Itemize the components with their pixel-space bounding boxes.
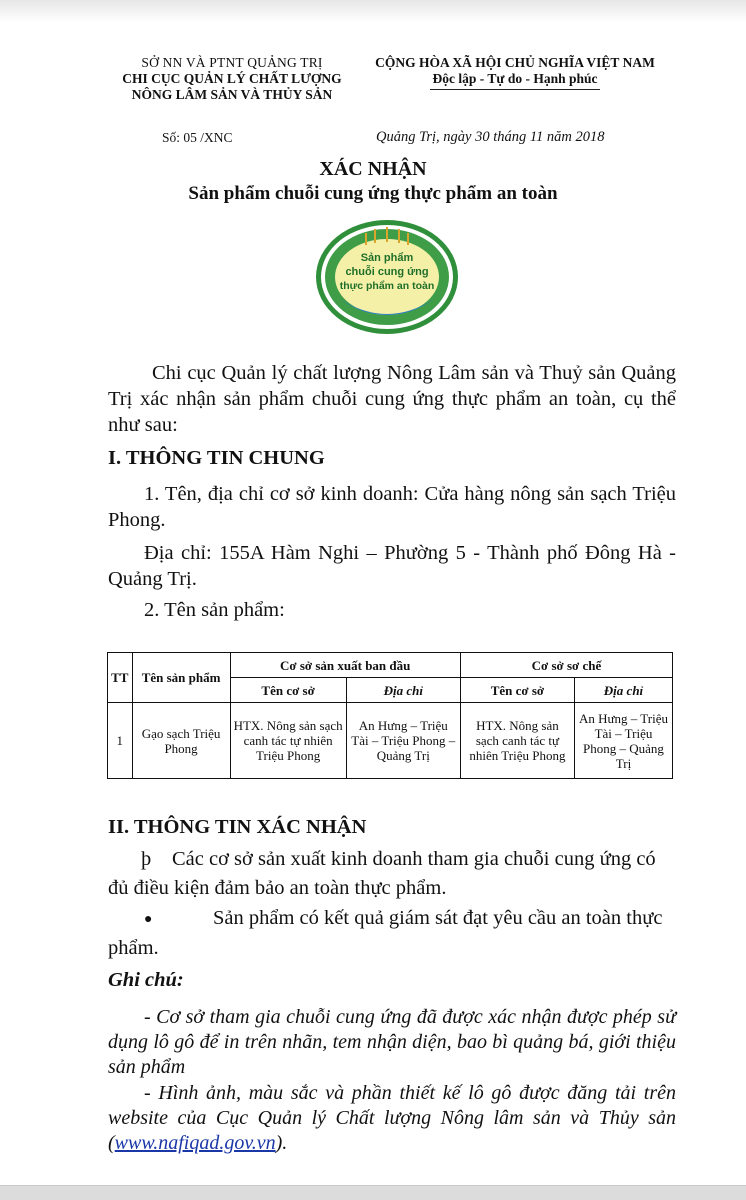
- confirmation-text-1: Các cơ sở sản xuất kinh doanh tham gia chuỗi cung ứng có đủ điều kiện đảm bảo an toàn thực phẩm.: [108, 848, 656, 899]
- logo-text-line-3: thực phẩm an toàn: [339, 280, 435, 292]
- cell-tt: 1: [108, 703, 133, 779]
- agency-line-2: CHI CỤC QUẢN LÝ CHẤT LƯỢNG: [122, 71, 342, 86]
- cell-primary-name: HTX. Nông sản sạch canh tác tự nhiên Triệu Phong: [230, 703, 346, 779]
- confirmation-item-1: [108, 845, 676, 903]
- intro-paragraph: Chi cục Quản lý chất lượng Nông Lâm sản và Thuỷ sản Quảng Trị xác nhận sản phẩm chuỗi cung ứng thực phẩm an toàn, cụ thể như sau:: [108, 362, 676, 436]
- product-name-label: 2. Tên sản phẩm:: [144, 599, 285, 621]
- nation-motto: Độc lập - Tự do - Hạnh phúc: [432, 71, 598, 86]
- document-subtitle: Sản phẩm chuỗi cung ứng thực phẩm an toàn: [188, 183, 558, 204]
- agency-line-1: SỞ NN VÀ PTNT QUẢNG TRỊ: [141, 55, 323, 70]
- note-2-suffix: ).: [275, 1132, 288, 1154]
- nation-name: CỘNG HÒA XÃ HỘI CHỦ NGHĨA VIỆT NAM: [375, 55, 655, 70]
- col-header-processing-address: Địa chỉ: [574, 678, 672, 703]
- section-1-heading: I. THÔNG TIN CHUNG: [108, 447, 325, 469]
- motto-underline: [430, 89, 600, 90]
- col-header-primary-facility: Cơ sở sản xuất ban đầu: [230, 653, 460, 678]
- confirmation-text-2: Sản phẩm có kết quả giám sát đạt yêu cầu an toàn thực phẩm.: [108, 907, 663, 959]
- business-address: Địa chỉ: 155A Hàm Nghi – Phường 5 - Thành phố Đông Hà - Quảng Trị.: [108, 542, 676, 590]
- issuing-agency-block: [104, 55, 360, 103]
- page-top-shadow: [0, 0, 746, 22]
- bullet-dot-icon: ●: [144, 911, 153, 927]
- col-header-processing-facility: Cơ sở sơ chế: [460, 653, 672, 678]
- national-motto-block: [356, 55, 674, 90]
- confirmation-item-2: [108, 904, 676, 963]
- business-name: 1. Tên, địa chỉ cơ sở kinh doanh: Cửa hàng nông sản sạch Triệu Phong.: [108, 483, 676, 531]
- cell-product: Gạo sạch Triệu Phong: [132, 703, 230, 779]
- col-header-processing-name: Tên cơ sở: [460, 678, 574, 703]
- page-bottom-edge: [0, 1185, 746, 1200]
- safe-food-chain-logo: [312, 217, 462, 337]
- col-header-primary-name: Tên cơ sở: [230, 678, 346, 703]
- cell-processing-address: An Hưng – Triệu Tài – Triệu Phong – Quảng Trị: [574, 703, 672, 779]
- note-2: [108, 1081, 676, 1156]
- product-table: [107, 652, 673, 779]
- col-header-primary-address: Địa chỉ: [346, 678, 460, 703]
- document-date: Quảng Trị, ngày 30 tháng 11 năm 2018: [376, 129, 605, 145]
- notes-heading: Ghi chú:: [108, 969, 184, 991]
- col-header-tt: TT: [108, 653, 133, 703]
- note-2-prefix: - Hình ảnh, màu sắc và phần thiết kế lô gô được đăng tải trên website của Cục Quản lý Chất lượng Nông lâm sản và Thủy sản (: [108, 1082, 676, 1154]
- document-number: Số: 05 /XNC: [162, 130, 233, 145]
- logo-text-line-2: chuỗi cung ứng: [345, 266, 429, 278]
- checkbox-mark-icon: þ: [141, 848, 152, 870]
- table-row: [108, 703, 673, 779]
- document-title: XÁC NHẬN: [319, 158, 427, 180]
- website-link[interactable]: www.nafiqad.gov.vn: [114, 1132, 276, 1154]
- cell-primary-address: An Hưng – Triệu Tài – Triệu Phong – Quảng Trị: [346, 703, 460, 779]
- col-header-product: Tên sản phẩm: [132, 653, 230, 703]
- cell-processing-name: HTX. Nông sản sạch canh tác tự nhiên Triệu Phong: [460, 703, 574, 779]
- note-1: - Cơ sở tham gia chuỗi cung ứng đã được xác nhận được phép sử dụng lô gô để in trên nhãn, tem nhận diện, bao bì quảng bá, giới thiệu sản phẩm: [108, 1006, 676, 1078]
- logo-text-line-1: Sản phẩm: [360, 252, 414, 264]
- agency-line-3: NÔNG LÂM SẢN VÀ THỦY SẢN: [131, 87, 333, 102]
- section-2-heading: II. THÔNG TIN XÁC NHẬN: [108, 816, 367, 838]
